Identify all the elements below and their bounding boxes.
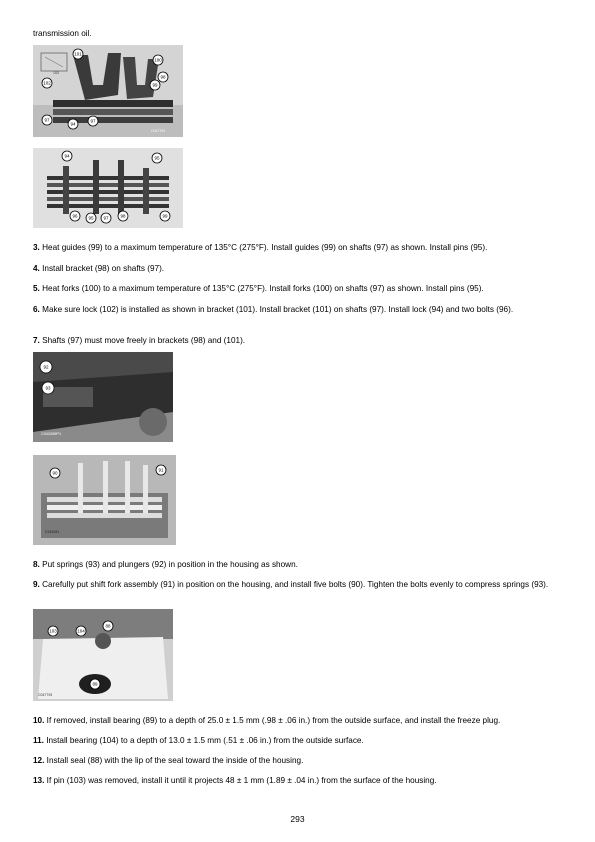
callout-label: 103 xyxy=(49,628,57,634)
callout-label: 92 xyxy=(43,364,49,370)
callout-label: 99 xyxy=(162,213,168,219)
callout-label: 95 xyxy=(88,215,94,221)
callout-label: 98 xyxy=(120,213,126,219)
callout-label: 91 xyxy=(158,467,164,473)
step-8: 8. Put springs (93) and plungers (92) in position in the housing as shown. xyxy=(33,560,298,569)
photo-springs-plungers xyxy=(33,352,173,442)
callout-label: 90 xyxy=(52,470,58,476)
callout-label: 98 xyxy=(160,74,166,80)
callout-label: 88 xyxy=(105,623,111,629)
photo-housing-bearings xyxy=(33,609,173,701)
step-13: 13. If pin (103) was removed, install it until it projects 48 ± 1 mm (1.89 ± .04 in.) from the surface of the housing. xyxy=(33,776,437,785)
callout-label: 97 xyxy=(90,118,96,124)
step-6: 6. Make sure lock (102) is installed as shown in bracket (101). Install bracket (101) on shafts (97). Install lock (94) and two bolts (96). xyxy=(33,305,514,314)
step-7: 7. Shafts (97) must move freely in brackets (98) and (101). xyxy=(33,336,246,345)
callout-label: 102 xyxy=(43,80,51,86)
photo-4-graphic xyxy=(33,455,176,545)
callout-label: 100 xyxy=(154,57,162,63)
step-10: 10. If removed, install bearing (89) to a depth of 25.0 ± 1.5 mm (.98 ± .06 in.) from the outside surface, and install the freeze plug. xyxy=(33,716,501,725)
step-3: 3. Heat guides (99) to a maximum temperature of 135°C (275°F). Install guides (99) on shafts (97) as shown. Install pins (95). xyxy=(33,243,488,252)
step-11: 11. Install bearing (104) to a depth of 13.0 ± 1.5 mm (.51 ± .06 in.) from the outside surface. xyxy=(33,736,364,745)
callout-label: 96 xyxy=(72,213,78,219)
photo-code: C047791 xyxy=(151,129,166,133)
photo-shift-fork-on-housing xyxy=(33,455,176,545)
callout-label: 101 xyxy=(74,51,82,57)
page-number: 293 xyxy=(290,814,305,824)
callout-label: 93 xyxy=(45,385,51,391)
photo-code: C047793 xyxy=(38,693,53,697)
callout-label: 94 xyxy=(70,121,76,127)
photo-3-graphic xyxy=(33,352,173,442)
photo-shift-fork-assembly-top xyxy=(33,45,183,137)
callout-label: 104 xyxy=(77,628,85,634)
step-9: 9. Carefully put shift fork assembly (91) in position on the housing, and install five bolts (90). Tighten the bolts evenly to compress springs (93). xyxy=(33,580,549,589)
photo-1-graphic xyxy=(33,45,183,137)
step-5: 5. Heat forks (100) to a maximum temperature of 135°C (275°F). Install forks (100) on shafts (97) as shown. Install pins (95). xyxy=(33,284,484,293)
callout-label: 94 xyxy=(64,153,70,159)
callout-label: 95 xyxy=(154,155,160,161)
photo-2-graphic xyxy=(33,148,183,228)
step-12: 12. Install seal (88) with the lip of the seal toward the inside of the housing. xyxy=(33,756,304,765)
intro-text: transmission oil. xyxy=(33,29,92,38)
photo-5-graphic xyxy=(33,609,173,701)
photo-code: C242081 xyxy=(45,530,60,534)
callout-label: 89 xyxy=(92,681,98,687)
photo-shift-fork-assembly-side xyxy=(33,148,183,228)
step-4: 4. Install bracket (98) on shafts (97). xyxy=(33,264,165,273)
callout-label: 97 xyxy=(44,117,50,123)
photo-code: C042089P1 xyxy=(41,432,62,436)
callout-label: 103 xyxy=(53,71,59,75)
callout-label: 97 xyxy=(103,215,109,221)
callout-label: 99 xyxy=(152,82,158,88)
